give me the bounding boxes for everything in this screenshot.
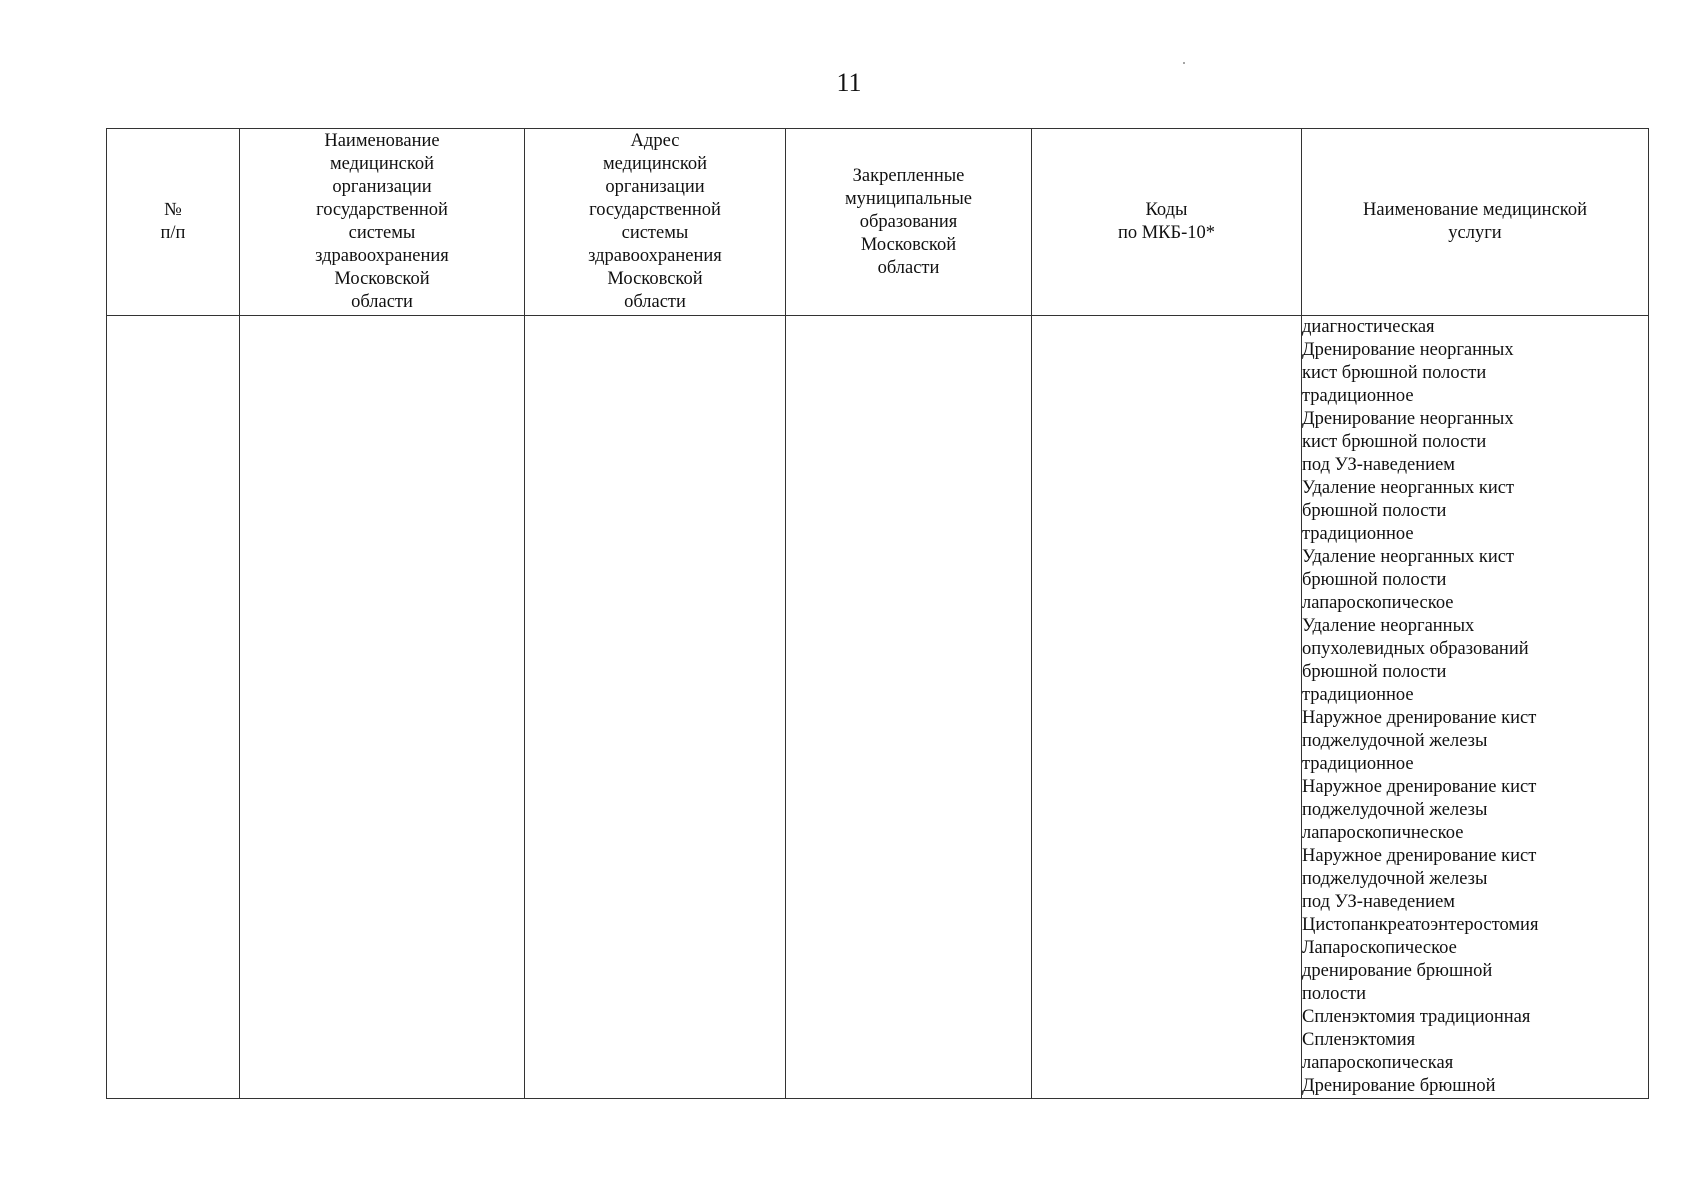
service-line: Дренирование неорганных	[1302, 409, 1514, 429]
header-municipalities: Закрепленные муниципальные образования Московской области	[786, 129, 1032, 316]
cell-codes	[1032, 316, 1302, 1099]
service-line: традиционное	[1302, 685, 1414, 705]
service-line: под УЗ-наведением	[1302, 455, 1455, 475]
service-line: Наружное дренирование кист	[1302, 708, 1537, 728]
service-line: Удаление неорганных	[1302, 616, 1475, 636]
cell-services	[1302, 316, 1649, 1099]
service-line: кист брюшной полости	[1302, 363, 1487, 383]
header-organization-name: Наименование медицинской организации государственной системы здравоохранения Московской области	[240, 129, 525, 316]
service-line: традиционное	[1302, 386, 1414, 406]
service-line: поджелудочной железы	[1302, 800, 1488, 820]
service-line: брюшной полости	[1302, 570, 1447, 590]
cell-organization	[240, 316, 525, 1099]
service-line: кист брюшной полости	[1302, 432, 1487, 452]
medical-services-table	[106, 128, 1649, 1099]
service-line: Спленэктомия традиционная	[1302, 1007, 1531, 1027]
service-line: традиционное	[1302, 524, 1414, 544]
cell-address	[525, 316, 786, 1099]
service-line: поджелудочной железы	[1302, 731, 1488, 751]
header-number: № п/п	[107, 129, 240, 316]
service-line: поджелудочной железы	[1302, 869, 1488, 889]
service-line: Наружное дренирование кист	[1302, 846, 1537, 866]
service-line: опухолевидных образований	[1302, 639, 1529, 659]
service-line: брюшной полости	[1302, 662, 1447, 682]
service-line: лапароскопическое	[1302, 593, 1454, 613]
table-header-row	[107, 129, 1649, 316]
page-number: 11	[836, 68, 862, 97]
service-line: полости	[1302, 984, 1367, 1004]
service-line: лапароскопическая	[1302, 1053, 1454, 1073]
service-line: Удаление неорганных кист	[1302, 478, 1515, 498]
service-line: Цистопанкреатоэнтеростомия	[1302, 915, 1539, 935]
header-service-name: Наименование медицинской услуги	[1302, 129, 1649, 316]
service-line: Удаление неорганных кист	[1302, 547, 1515, 567]
service-line: Спленэктомия	[1302, 1030, 1416, 1050]
service-line: Дренирование неорганных	[1302, 340, 1514, 360]
cell-number	[107, 316, 240, 1099]
service-line: дренирование брюшной	[1302, 961, 1493, 981]
service-line: Лапароскопическое	[1302, 938, 1457, 958]
service-line: под УЗ-наведением	[1302, 892, 1455, 912]
service-line: Дренирование брюшной	[1302, 1076, 1496, 1096]
service-line: диагностическая	[1302, 317, 1435, 337]
service-line: брюшной полости	[1302, 501, 1447, 521]
table-row	[107, 316, 1649, 1099]
service-line: традиционное	[1302, 754, 1414, 774]
cell-municipalities	[786, 316, 1032, 1099]
service-line: Наружное дренирование кист	[1302, 777, 1537, 797]
scan-speck	[1183, 62, 1185, 64]
header-organization-address: Адрес медицинской организации государственной системы здравоохранения Московской области	[525, 129, 786, 316]
header-icd10-codes: Коды по МКБ-10*	[1032, 129, 1302, 316]
service-line: лапароскопичнеское	[1302, 823, 1464, 843]
